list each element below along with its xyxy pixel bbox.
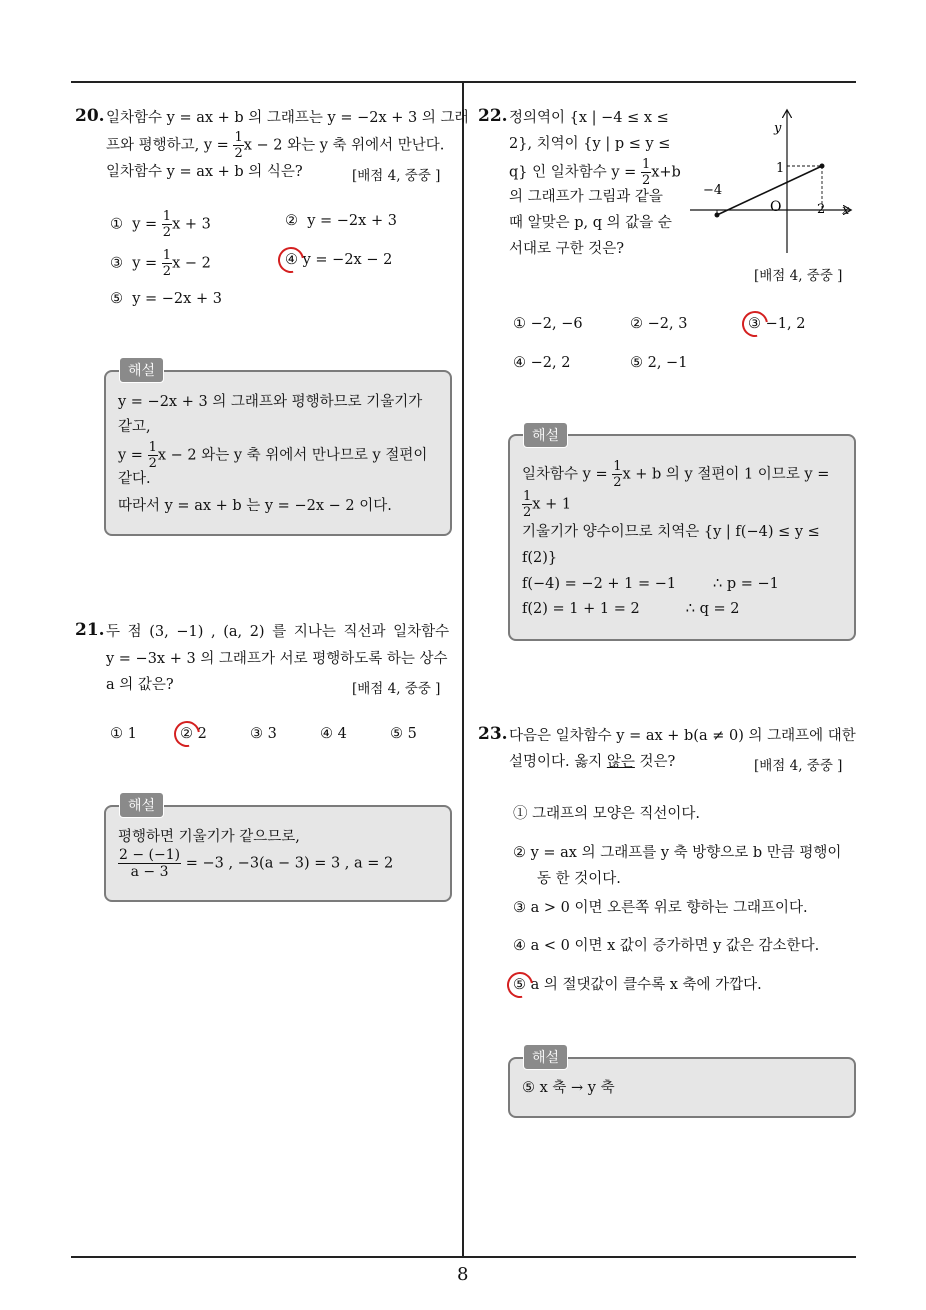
tick-label-1: 1 xyxy=(776,161,785,176)
option-2[interactable]: ② y = −2x + 3 xyxy=(285,213,397,229)
option-4[interactable]: ④ y = −2x − 2 xyxy=(285,252,393,268)
question-text: 2}, 치역이 {y | p ≤ y ≤ xyxy=(509,136,671,152)
points-label: [배점 4, 중중 ] xyxy=(352,681,441,697)
column-divider xyxy=(462,82,464,1257)
question-text: 때 알맞은 p, q 의 값을 순 xyxy=(509,215,672,231)
solution-tag: 해설 xyxy=(523,422,568,448)
question-text: 의 그래프가 그림과 같을 xyxy=(509,189,663,205)
points-label: [배점 4, 중중 ] xyxy=(754,268,843,284)
option-5[interactable]: ⑤ a 의 절댓값이 클수록 x 축에 가깝다. xyxy=(513,977,762,993)
fraction: $\frac{1}{2}$ xyxy=(234,130,243,161)
question-number: 20. xyxy=(75,106,105,126)
bottom-rule xyxy=(71,1256,856,1258)
x-axis-label: x xyxy=(842,203,850,218)
solution-line: 일차함수 y = $\frac{1}{2}$ x + b 의 y 절편이 1 이므로 y = xyxy=(522,459,830,490)
answer-circle-mark xyxy=(169,716,205,752)
answer-circle-mark xyxy=(273,242,309,278)
endpoint xyxy=(820,164,825,169)
question-number: 23. xyxy=(478,724,508,744)
option-1[interactable]: ① 1 xyxy=(110,726,137,742)
answer-circle-mark xyxy=(502,967,538,1003)
solution-line: $\frac{1}{2}$ x + 1 xyxy=(523,489,572,520)
option-3[interactable]: ③ −1, 2 xyxy=(748,316,806,332)
solution-tag: 해설 xyxy=(119,792,164,818)
option-5[interactable]: ⑤ y = −2x + 3 xyxy=(110,291,222,307)
option-4[interactable]: ④ −2, 2 xyxy=(513,355,571,371)
option-1[interactable]: ① y = $\frac{1}{2}$ x + 3 xyxy=(110,209,211,240)
points-label: [배점 4, 중중 ] xyxy=(754,758,843,774)
question-text: 프와 평행하고, y = $\frac{1}{2}$ x − 2 와는 y 축 위에서 만난다. xyxy=(106,130,445,161)
question-text: 일차함수 y = ax + b 의 그래프는 y = −2x + 3 의 그래 xyxy=(106,110,469,126)
tick-label-2: 2 xyxy=(817,202,826,217)
solution-line: y = −2x + 3 의 그래프와 평행하므로 기울기가 xyxy=(118,394,423,410)
solution-line: f(2) = 1 + 1 = 2 ∴ q = 2 xyxy=(522,601,740,617)
solution-line: 같고, xyxy=(118,419,151,435)
question-text: a 의 값은? xyxy=(106,677,174,693)
question-text: 두 점 (3, −1) , (a, 2) 를 지나는 직선과 일차함수 xyxy=(106,624,450,640)
option-4[interactable]: ④ a < 0 이면 x 값이 증가하면 y 값은 감소한다. xyxy=(513,938,820,954)
option-3[interactable]: ③ a > 0 이면 오른쪽 위로 향하는 그래프이다. xyxy=(513,900,808,916)
question-number: 22. xyxy=(478,106,508,126)
function-graph xyxy=(690,105,860,255)
solution-line: 평행하면 기울기가 같으므로, xyxy=(118,829,300,845)
endpoint xyxy=(715,213,720,218)
tick-label-neg4: −4 xyxy=(703,183,723,198)
option-2[interactable]: ② −2, 3 xyxy=(630,316,688,332)
solution-line: f(2)} xyxy=(522,550,558,566)
question-text: 다음은 일차함수 y = ax + b(a ≠ 0) 의 그래프에 대한 xyxy=(509,728,856,744)
solution-tag: 해설 xyxy=(119,357,164,383)
option-5[interactable]: ⑤ 5 xyxy=(390,726,417,742)
solution-line: ⑤ x 축 → y 축 xyxy=(522,1080,615,1096)
points-label: [배점 4, 중중 ] xyxy=(352,168,441,184)
page-number: 8 xyxy=(457,1264,469,1285)
option-3[interactable]: ③ y = $\frac{1}{2}$ x − 2 xyxy=(110,248,211,279)
question-text: y = −3x + 3 의 그래프가 서로 평행하도록 하는 상수 xyxy=(106,651,448,667)
solution-line: $\frac{2 - (-1)}{a - 3}$ = −3 , −3(a − 3) = 3 , a = 2 xyxy=(119,847,394,880)
solution-line: 기울기가 양수이므로 치역은 {y | f(−4) ≤ y ≤ xyxy=(522,524,820,540)
solution-tag: 해설 xyxy=(523,1044,568,1070)
solution-line: 같다. xyxy=(118,471,151,487)
question-number: 21. xyxy=(75,620,105,640)
answer-circle-mark xyxy=(737,306,773,342)
option-2-continuation: 동 한 것이다. xyxy=(537,871,621,887)
question-text: 일차함수 y = ax + b 의 식은? xyxy=(106,164,303,180)
question-text: 서대로 구한 것은? xyxy=(509,241,625,257)
origin-label: O xyxy=(770,199,782,215)
option-3[interactable]: ③ 3 xyxy=(250,726,277,742)
solution-line: y = $\frac{1}{2}$ x − 2 와는 y 축 위에서 만나므로 y 절편이 xyxy=(118,440,428,471)
question-text: 설명이다. 옳지 않은 것은? xyxy=(509,754,676,770)
option-2[interactable]: ② 2 xyxy=(180,726,207,742)
y-axis-label: y xyxy=(774,121,782,136)
option-5[interactable]: ⑤ 2, −1 xyxy=(630,355,688,371)
option-4[interactable]: ④ 4 xyxy=(320,726,347,742)
option-2[interactable]: ② y = ax 의 그래프를 y 축 방향으로 b 만큼 평행이 xyxy=(513,845,842,861)
question-text: q} 인 일차함수 y = $\frac{1}{2}$ x+b xyxy=(509,157,681,188)
option-1[interactable]: ① −2, −6 xyxy=(513,316,583,332)
question-text: 정의역이 {x | −4 ≤ x ≤ xyxy=(509,110,669,126)
option-1[interactable]: ① 그래프의 모양은 직선이다. xyxy=(513,806,701,822)
solution-line: 따라서 y = ax + b 는 y = −2x − 2 이다. xyxy=(118,498,392,514)
solution-line: f(−4) = −2 + 1 = −1 ∴ p = −1 xyxy=(522,576,779,592)
